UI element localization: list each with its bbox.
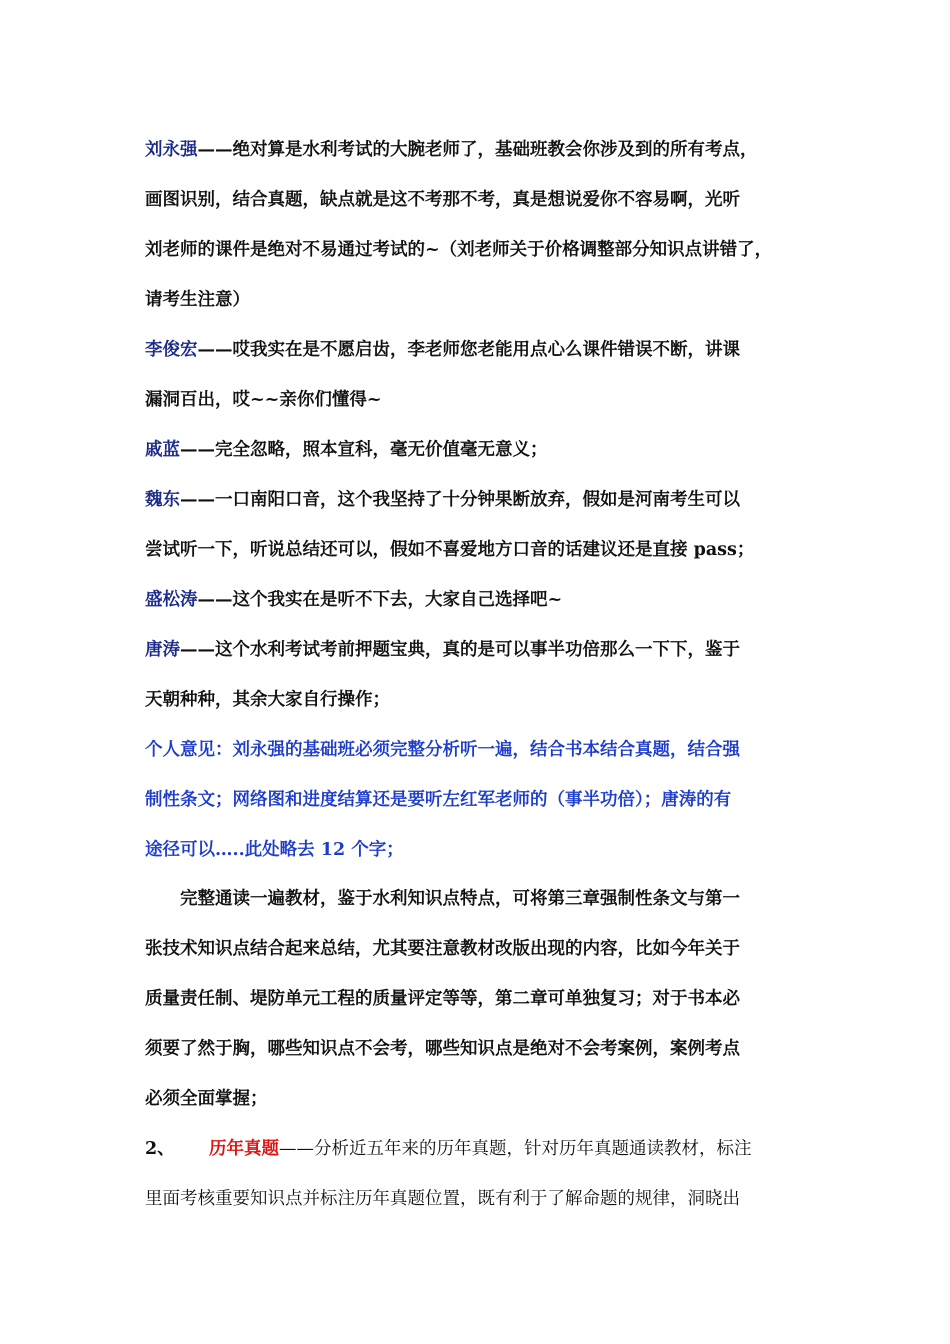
study-advice-line-4: 须要了然于胸，哪些知识点不会考，哪些知识点是绝对不会考案例，案例考点 bbox=[145, 1039, 740, 1059]
teacher-review-liu-line-4: 请考生注意） bbox=[145, 290, 250, 310]
section-title: 历年真题 bbox=[209, 1139, 279, 1159]
section-2-line-2: 里面考核重要知识点并标注历年真题位置，既有利于了解命题的规律，洞晓出 bbox=[145, 1189, 740, 1209]
review-text: ——完全忽略，照本宣科，毫无价值毫无意义； bbox=[180, 440, 548, 460]
teacher-name-wei: 魏东 bbox=[145, 490, 180, 510]
study-advice-line-5: 必须全面掌握； bbox=[145, 1089, 268, 1109]
teacher-review-qi-line-1 bbox=[145, 437, 825, 463]
teacher-name-qi: 戚蓝 bbox=[145, 440, 180, 460]
teacher-review-tang-line-1 bbox=[145, 637, 825, 663]
review-text: ——哎我实在是不愿启齿，李老师您老能用点心么课件错误不断，讲课 bbox=[197, 340, 740, 360]
review-text: ——绝对算是水利考试的大腕老师了，基础班教会你涉及到的所有考点， bbox=[197, 140, 758, 160]
personal-opinion-line-2: 制性条文；网络图和进度结算还是要听左红军老师的（事半功倍）；唐涛的有 bbox=[145, 790, 732, 810]
teacher-name-li: 李俊宏 bbox=[145, 340, 198, 360]
teacher-name-liu: 刘永强 bbox=[145, 140, 198, 160]
personal-opinion-line-3: 途径可以…..此处略去 12 个字； bbox=[145, 840, 404, 860]
section-2-line-1 bbox=[145, 1136, 825, 1162]
study-advice-line-1: 完整通读一遍教材，鉴于水利知识点特点，可将第三章强制性条文与第一 bbox=[180, 889, 740, 909]
teacher-review-wei-line-1 bbox=[145, 487, 825, 513]
teacher-review-sheng-line-1 bbox=[145, 587, 825, 613]
section-text: ——分析近五年来的历年真题，针对历年真题通读教材，标注 bbox=[279, 1139, 752, 1159]
study-advice-line-2: 张技术知识点结合起来总结，尤其要注意教材改版出现的内容，比如今年关于 bbox=[145, 939, 740, 959]
teacher-review-liu-line-2: 画图识别，结合真题，缺点就是这不考那不考，真是想说爱你不容易啊，光听 bbox=[145, 190, 740, 210]
study-advice-line-3: 质量责任制、堤防单元工程的质量评定等等，第二章可单独复习；对于书本必 bbox=[145, 989, 740, 1009]
teacher-review-liu-line-1 bbox=[145, 137, 825, 163]
teacher-name-sheng: 盛松涛 bbox=[145, 590, 198, 610]
section-number: 2、 bbox=[145, 1139, 175, 1159]
teacher-review-li-line-1 bbox=[145, 337, 825, 363]
review-text: ——一口南阳口音，这个我坚持了十分钟果断放弃，假如是河南考生可以 bbox=[180, 490, 740, 510]
teacher-name-tang: 唐涛 bbox=[145, 640, 180, 660]
personal-opinion-line-1: 个人意见：刘永强的基础班必须完整分析听一遍，结合书本结合真题，结合强 bbox=[145, 740, 740, 760]
teacher-review-li-line-2: 漏洞百出，哎~~亲你们懂得~ bbox=[145, 390, 382, 410]
teacher-review-liu-line-3: 刘老师的课件是绝对不易通过考试的~（刘老师关于价格调整部分知识点讲错了， bbox=[145, 240, 773, 260]
teacher-review-wei-line-2: 尝试听一下，听说总结还可以，假如不喜爱地方口音的话建议还是直接 pass； bbox=[145, 540, 755, 560]
review-text: ——这个我实在是听不下去，大家自己选择吧~ bbox=[197, 590, 563, 610]
review-text: ——这个水利考试考前押题宝典，真的是可以事半功倍那么一下下，鉴于 bbox=[180, 640, 740, 660]
teacher-review-tang-line-2: 天朝种种，其余大家自行操作； bbox=[145, 690, 390, 710]
